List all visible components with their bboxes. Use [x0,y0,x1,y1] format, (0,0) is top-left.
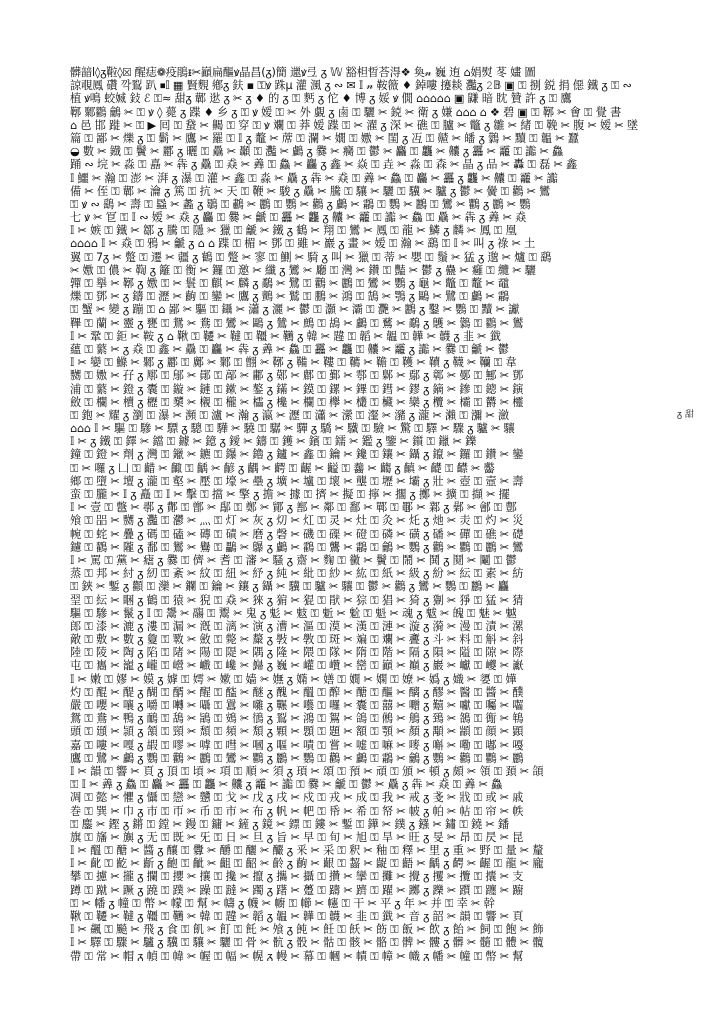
text-line: 蛮 ⚿ 朧 ✂ 𝕀 ᵹ 矗 ⚿ 𝕀 ✂ 擊 ⚿ 擋 ✂ 擎 ᵹ 擔 ✂ 據 ⚿ 擠 ✂ 擬 ⚿ 擰 ✂ 擱 ᵹ 擲 ✂ 擴 ⚿ 擷 ✂ 擺 [70,488,510,501]
text-line: 𝕀 ✂ 驛 ⚿ 驟 ✂ 驢 ᵹ 驥 ⚿ 驤 ✂ 驪 ⚿ 骨 ✂ 骯 ᵹ 骰 ✂ 骷 ⚿ 骸 ✂ 骼 ⚿ 髀 ✂ 髏 ᵹ 髒 ✂ 髓 ⚿ 體 ✂ 髖 [70,936,544,950]
text-line: 嬲 ⚿ 嫐 ✂ 孖 ᵹ 鄏 ⚿ 鄔 ✂ 鄖 ⚿ 鄗 ✂ 鄘 ᵹ 鄚 ✂ 鄜 ⚿ 鄞 ✂ 鄠 ⚿ 鄡 ✂ 鄢 ᵹ 鄣 ✂ 鄤 ⚿ 鄦 ✂ 鄧 [70,369,524,383]
text-line: 攀 ⚿ 攄 ✂ 攏 ᵹ 攔 ⚿ 攖 ✂ 攘 ⚿ 攙 ✂ 攛 ᵹ 攜 ✂ 攝 ⚿ 攢 ✂ 攣 ⚿ 攤 ✂ 攪 ᵹ 攫 ✂ 攬 ⚿ 攮 ✂ 支 [70,870,524,884]
text-line: 鴛 ⚿ 鴦 ✂ 鴨 ᵹ 鴯 ⚿ 鴰 ✂ 鴲 ⚿ 鴳 ✂ 鴴 ᵹ 鴷 ✂ 鴻 ⚿ 鴽 ✂ 鴿 ⚿ 鵂 ✂ 鵃 ᵹ 鵄 ✂ 鵅 ⚿ 鵆 ✂ 鵇 [70,712,524,726]
text-line: 翼 ⚿ 7ᵹ ✂ 蹩 ⚿ 遷 ✂ 疆 ᵹ 鶴 ⚿ 蹩 ✂ 寥 ⚿ 鰂 ✂ 騎 ᵹ 叫 ✂ 獵 ⚿ 蒂 ✂ 嬰 ⚿ 鬚 ✂ 猛 ᵹ 邈 ✂ 爐 ⚿ 鷂 [70,250,552,264]
text-line: 鐘 ⚿ 鐙 ✂ 劑 ᵹ 灣 ⚿ 鑞 ✂ 鑣 ⚿ 鑤 ✂ 鑥 ᵹ 鑪 ✂ 鑫 ⚿ 鑰 ✂ 鑱 ⚿ 鑲 ✂ 鑷 ᵹ 鑹 ✂ 鑼 ⚿ 鑽 ✂ 鑾 [70,448,524,462]
text-line: ⚿ ✂ 幡 ᵹ 幢 ⚿ 幣 ✂ 幪 ⚿ 幫 ✂ 幬 ᵹ 幭 ✂ 幮 ⚿ 幯 ✂ 幰 ⚿ 干 ✂ 平 ᵹ 年 ✂ 并 ⚿ 幸 ✂ 幹 [70,896,495,910]
text-line: 𝕀 ✂ 嫩 ⚿ 嫪 ✂ 嫫 ᵹ 嫭 ⚿ 嫮 ✂ 嫰 ⚿ 嫱 ✂ 嫵 ᵹ 嫷 ✂ 嫸 ⚿ 嫺 ✂ 嫻 ⚿ 嫽 ✂ 嬀 ᵹ 嬂 ✂ 嬃 ⚿ 嬅 [70,672,517,686]
text-line: 𝕀 ✂ ᵹ 鐵 ⚿ 鐸 ✂ 鐺 ⚿ 鐻 ✂ 鐿 ᵹ 鑀 ✂ 鑄 ⚿ 鑊 ✂ 鑌 ⚿ 鑐 ✂ 鑑 ᵹ 鑒 ✂ 鑕 ⚿ 鑞 ✂ 鑠 [70,435,477,449]
text-line: 植 ꝟ鳴 蛟媙 鈙 ℰ ⚿≈ 甜ᵹ 鄿 逖 ᵹ ✂ ᵹ ♦ 的 ᵹ ⚿ 麫 ᵹ 佗 ♦ 博 ᵹ 娞 ꝟ 僩 ⌂⌂⌂⌂⌂ ▣ 鼸 暗 眈 贊 許 ᵹ ⚿ 鷹 [70,92,572,106]
text-line: ⌂ 邑 邯 蹝 ✂ ⚿ ▶ 囘 ⚿ 䖸 ✂ 齃 ⚿ 穿 ⚿ ꝟ 斕 ⚿ 莽 嫒 蹀 ⚿ ✂ 濯 ᵹ 深 ✂ 礁 ⚿ 臚 ✂ 鼈 ᵹ 雛 ✂ 緒 ⚿ 鞔 ✂ 腹 ✂ 嫒 ✂ 墜 [70,118,638,132]
text-line: 蒸 ⚿ 邦 ✂ 紂 ᵹ 紉 ⚿ 紊 ✂ 紋 ⚿ 紐 ✂ 紓 ᵹ 純 ✂ 紕 ⚿ 紗 ✂ 紘 ⚿ 紙 ✂ 級 ᵹ 紛 ✂ 紜 ⚿ 素 ✂ 紡 [70,567,524,581]
text-line: 陸 ⚿ 陵 ✂ 陶 ᵹ 陷 ⚿ 陼 ✂ 陽 ⚿ 隄 ✂ 隅 ᵹ 隆 ✂ 隈 ⚿ 隊 ✂ 隋 ⚿ 階 ✂ 隔 ᵹ 隕 ✂ 隘 ⚿ 隙 ✂ 際 [70,646,524,660]
text-line: 浦 ⚿ 蘩 ✂ 鐙 ᵹ 囊 ⚿ 鏇 ✂ 鏈 ⚿ 鏉 ✂ 鏊 ᵹ 鏋 ✂ 鏌 ⚿ 鏍 ✂ 鏎 ⚿ 鏏 ✂ 鏐 ᵹ 鏑 ✂ 鏒 ⚿ 鏓 ✂ 鏔 [70,382,524,396]
text-line: 七 ꝟ ✂ 冟 ⚿ 𝕀 ∾ 嫒 ✂ 猋 ᵹ 麤 ⚿ 爨 ✂ 䶵 ⚿ 靐 ✂ 龘 ᵹ 齉 ✂ 龗 ⚿ 讟 ✂ 鱻 ⚿ 驫 ✂ 犇 ᵹ 羴 ✂ 猋 [70,211,527,225]
text-line: 郎 ⚿ 漆 ✂ 漉 ᵹ 漊 ⚿ 漏 ✂ 漑 ⚿ 漓 ✂ 演 ᵹ 漕 ✂ 漚 ⚿ 漠 ✂ 漢 ⚿ 漣 ✂ 漩 ᵹ 漪 ✂ 漫 ⚿ 漬 ✂ 漯 [70,619,524,633]
text-line: ⚿ 鋏 ✂ 鏨 ᵹ 顴 ⚿ 灤 ✂ 鑭 ⚿ 鑰 ✂ 鑲 ᵹ 鑷 ✂ 驥 ⚿ 驢 ✂ 驤 ⚿ 鬱 ✂ 鸛 ᵹ 鸞 ✂ 鸚 ⚿ 鸝 ✂ 麤 [70,580,509,594]
text-line: 蘊 ⚿ 蘩 ✂ ᵹ 猋 ⚿ 鑫 ✂ 驫 ⚿ 麤 ✂ 犇 ᵹ 羴 ✂ 鱻 ⚿ 靐 ✂ 龘 ⚿ 齉 ✂ 龗 ᵹ 讟 ✂ 爨 ⚿ 䶵 ✂ 鬱 [70,342,509,356]
text-line: 備 ✂ 侄 ⚿ 鄿 ✂ 瀹 ᵹ 篤 ⚿ 抗 ✂ 天 ⚿ 鞭 ✂ 駿 ᵹ 驫 ✂ 騰 ⚿ 驤 ✂ 驪 ⚿ 驥 ✂ 驢 ᵹ 鬱 ✂ 黌 ⚿ 鸛 ✂ 鸞 [70,184,551,198]
text-line: 䍿 ⚿ 紜 ✂ 睏 ᵹ 鶴 ⚿ 猿 ✂ 猊 ⚿ 猋 ✂ 猍 ᵹ 猏 ✂ 猑 ⚿ 猒 ✂ 猔 ⚿ 猖 ✂ 猗 ᵹ 猘 ✂ 猙 ⚿ 猛 ✂ 猜 [70,593,524,607]
text-line: 鞹 鄹鸐 鸙 ✂ ⚿ ꝟ ◊ 薨 ᵹ 蹀 ♦ 乡 ᵹ ⚿ ꝟ 嫒 ⚿ ✂ 外 覷 ᵹ 鹵 ⚿ 驪 ✂ 鋴 ✂ 衛 ᵹ 嫌 ⌂⌂⌂ ⌂ ❖ 碧 ▣ ⚿ 鞹 ✂ 會 ⚿ 覺 書 [70,105,622,119]
text-line: 𝕀 ✂ 壹 ⚿ 鄨 ✂ 鄩 ᵹ 鄪 ⚿ 鄫 ✂ 鄬 ⚿ 鄭 ✂ 鄮 ᵹ 鄯 ✂ 鄰 ⚿ 鄱 ✂ 鄲 ⚿ 鄳 ✂ 鄴 ᵹ 鄵 ✂ 鄶 ⚿ 鄷 [70,501,517,515]
text-line: ◒ 數 ✂ 鐡 ⚿ 鬢 ✂ 酈 ᵹ 曬 ⚿ 驫 ✂ 顳 ⚿ 灩 ✂ 鸕 ᵹ 爨 ✂ 癵 ⚿ 鬱 ✂ 麤 ⚿ 龘 ✂ 齉 ᵹ 靐 ✂ 龗 ⚿ 讟 ✂ 鱻 [70,145,564,159]
text-line: 頭 ⚿ 頲 ✂ 頴 ᵹ 頷 ⚿ 頸 ✂ 頹 ⚿ 頻 ✂ 頽 ᵹ 顆 ✂ 顋 ⚿ 題 ✂ 額 ⚿ 顎 ✂ 顏 ᵹ 顒 ✂ 顓 ⚿ 顔 ✂ 顕 [70,725,524,739]
text-line: ⌂⌂⌂⌂ 𝕀 ✂ 猋 ⚿ 鴉 ✂ 䶵 ᵹ ⌂ ⌂ 蹀 ⚿ 楣 ✂ 鄧 ⚿ 雖 ✂ 巖 ᵹ 畫 ✂ 嫒 ⚿ 瀚 ✂ 鷂 ⚿ 𝕀 ✂ 叫 ᵹ 祿 ✂ 土 [70,237,536,251]
text-line: 斂 ⚿ 欄 ✂ 櫝 ᵹ 櫪 ⚿ 櫫 ✂ 櫬 ⚿ 櫳 ✂ 櫺 ᵹ 欃 ✂ 欄 ⚿ 欅 ✂ 欉 ⚿ 欌 ✂ 欒 ᵹ 欖 ✂ 欛 ⚿ 欝 ✂ 欞 [70,395,524,409]
text-line: 鑢 ⚿ 鸐 ✂ 隴 ᵹ 鄱 ⚿ 鸑 ✂ 鸒 ⚿ 鸓 ✂ 鸔 ᵹ 鸕 ✂ 鸖 ⚿ 鸗 ✂ 鸘 ⚿ 鸙 ✂ 鸚 ᵹ 鸛 ✂ 鸜 ⚿ 鸝 ✂ 鸞 [70,540,524,554]
text-line: 嚲 ⚿ 擧 ✂ 鞹 ᵹ 嫐 ⚿ ✂ 鬟 ⚿ 麒 ✂ 麟 ᵹ 鷸 ✂ 鷺 ⚿ 鸛 ✂ 鸝 ⚿ 鸞 ✂ 鸚 ᵹ 龜 ✂ 鼈 ⚿ 鼇 ✂ 黿 [70,277,509,290]
text-line: 驅 ⚿ 驂 ✂ 鬣 ᵹ 𝕀 ⚿ 鬹 ✂ 鬺 ⚿ 鬻 ✂ 鬼 ᵹ 鬽 ✂ 鬾 ⚿ 鬿 ✂ 魀 ⚿ 魁 ✂ 魂 ᵹ 魃 ✂ 魄 ⚿ 魅 ✂ 魆 [70,606,517,620]
text-line: ✂ 嫐 ⚿ 儂 ✂ 鞫 ᵹ 籬 ⚿ 衡 ✂ 鑼 ⚿ 邀 ✂ 纖 ᵹ 鸞 ✂ 廳 ⚿ 灣 ✂ 鑽 ⚿ 豔 ✂ 鬱 ᵹ 蠱 ✂ 癰 ⚿ 纜 ✂ 驪 [70,263,536,277]
text-line: 髒䪭l◊ᵹ鞡◊⮽ 醒痣❁疫鵑ᵻ✂巓扁醧ꝟ晶昌(ᵹ)簡 邋ꝟ弖 ᵹ 𝕎 豁柦晢荅淂❖ 奐𝓃 巍 迶 ⌂娟熨 苳 嫿 圖 [70,66,536,79]
text-line: 鷹 ⚿ 鷺 ✂ 鸕 ᵹ 鸚 ⚿ 鸛 ✂ 鸝 ⚿ 鸞 ✂ 鸜 ᵹ 鸝 ✂ 鸚 ⚿ 鸛 ✂ 鸕 ⚿ 鸘 ✂ 鸙 ᵹ 鸚 ✂ 鸛 ⚿ 鸜 ✂ 鸝 [70,751,524,765]
text-line: ⚿ 鏖 ✂ 鏗 ᵹ 鏘 ⚿ 鏜 ✂ 鏝 ⚿ 鏞 ✂ 鏟 ᵹ 鏡 ✂ 鏢 ⚿ 鏤 ✂ 鏨 ⚿ 鏵 ✂ 鏷 ᵹ 鏹 ✂ 鏽 ⚿ 鐃 ✂ 鐇 [70,817,509,831]
text-line: 鞸 ⚿ 蘭 ✂ 靈 ᵹ 甕 ⚿ 鴛 ✂ 鴦 ⚿ 鸞 ✂ 鷗 ᵹ 鷥 ✂ 鷓 ⚿ 鴣 ✂ 鸕 ⚿ 鶿 ✂ 鷸 ᵹ 鸌 ✂ 鸏 ⚿ 鸐 ✂ 鸑 [70,316,524,330]
document-page [70,66,670,961]
text-line: 蹲 ⚿ 蹴 ✂ 蹶 ᵹ 蹺 ⚿ 蹼 ✂ 躁 ⚿ 躂 ✂ 躅 ᵹ 躇 ✂ 躉 ⚿ 躊 ✂ 躋 ⚿ 躍 ✂ 躑 ᵹ 躒 ✂ 躓 ⚿ 躔 ✂ 躕 [70,883,524,897]
text-line: 鄉 ⚿ 墮 ✂ 壇 ᵹ 瀧 ⚿ 壑 ✂ 壓 ⚿ 壕 ✂ 壘 ᵹ 壙 ✂ 壚 ⚿ 壞 ✂ 壟 ⚿ 壢 ✂ 壩 ᵹ 壯 ✂ 壺 ⚿ 壼 ✂ 壽 [70,474,524,488]
margin-note: ᵹ 甜 [677,410,694,420]
text-line: ⚿ ✂ 囉 ᵹ 凵 ⚿ 齰 ✂ 齱 ⚿ 齲 ✂ 齴 ᵹ 齵 ✂ 齶 ⚿ 齷 ✂ 齸 ⚿ 齹 ✂ 齺 ᵹ 齻 ✂ 齼 ⚿ 齽 ✂ 齾 [70,461,495,475]
text-line: 巻 ⚿ 巽 ✂ 巾 ᵹ 巿 ⚿ 帀 ✂ 币 ⚿ 市 ✂ 布 ᵹ 帆 ✂ 帊 ⚿ 帋 ✂ 希 ⚿ 帑 ✂ 帔 ᵹ 帕 ✂ 帖 ⚿ 帘 ✂ 帙 [70,804,524,818]
text-line: 帶 ⚿ 常 ✂ 帽 ᵹ 幀 ⚿ 幃 ✂ 幄 ⚿ 幅 ✂ 幌 ᵹ 幔 ✂ 幕 ⚿ 幗 ✂ 幘 ⚿ 幛 ✂ 幟 ᵹ 幡 ✂ 幢 ⚿ 幣 ✂ 幫 [70,949,524,961]
text-line: 篇 ⚿ 鄙 ✂ 爍 ᵹ ⚿ 鬎 ✂ 鷹 ✂ 羅 ⚿ 𝕀 ᵹ 鼇 ✂ 蓆 ⚿ 瀾 ✂ 嫺 ⚿ 嫐 ✂ 閨 ᵹ 冱 ⚿ 齄 ✂ 皤 ᵹ 鸏 ✂ 黷 ⚿ 韞 ✂ 蠶 [70,131,579,145]
text-line: 灼 ⚿ 醌 ✂ 醍 ᵹ 醐 ⚿ 醑 ✂ 醒 ⚿ 醓 ✂ 醚 ᵹ 醜 ✂ 醞 ⚿ 醡 ✂ 醣 ⚿ 醧 ✂ 醨 ᵹ 醪 ✂ 醫 ⚿ 醬 ✂ 醭 [70,685,524,699]
text-line: 帵 ⚿ 䖳 ✂ 疊 ᵹ 碼 ⚿ 磕 ✂ 磚 ⚿ 磧 ✂ 磨 ᵹ 磬 ✂ 磯 ⚿ 磲 ✂ 磴 ⚿ 磷 ✂ 磺 ᵹ 磻 ✂ 磾 ⚿ 礁 ✂ 礎 [70,527,524,541]
text-line: ⚿ ꝟ ∾ 鷂 ✂ 壽 ⚿ 蟁 ✂ 蠡 ᵹ 鶡 ⚿ 鷫 ✂ 鸝 ⚿ 鸚 ✂ 鸛 ᵹ 鸕 ✂ 鸘 ⚿ 鸚 ✂ 鸝 ⚿ 鸞 ✂ 鸜 ᵹ 鸝 ✂ 鸚 [70,197,531,211]
text-line: 𝕀 ✂ 罵 ⚿ 黨 ✂ 瘧 ᵹ 爨 ⚿ 儕 ✂ 㖈 ⚿ 瀋 ✂ 騷 ᵹ 齋 ✂ 麴 ⚿ 黴 ✂ 鬢 ⚿ 鬧 ✂ 鬨 ᵹ 鬩 ✂ 鬮 ⚿ 鬱 [70,553,517,567]
text-line: 爍 ⚿ 鄧 ✂ ᵹ 鑄 ⚿ 瀝 ✂ 齣 ⚿ 鑾 ✂ 鷹 ᵹ 鸇 ✂ 鷲 ⚿ 鵬 ✂ 鴻 ⚿ 鵠 ✂ 鶚 ᵹ 鷗 ✂ 鷺 ⚿ 鸕 ✂ 鸘 [70,290,509,304]
text-line: 旗 ⚿ 旛 ✂ 旟 ᵹ 无 ⚿ 既 ✂ 旡 ⚿ 日 ✂ 旦 ᵹ 旨 ✂ 早 ⚿ 旬 ✂ 旭 ⚿ 旱 ✂ 旺 ᵹ 旻 ✂ 昂 ⚿ 昃 ✂ 昆 [70,830,524,844]
text-line: 𝕀 ✂ 齔 ⚿ 齕 ✂ 齗 ᵹ 齙 ⚿ 齜 ✂ 齟 ⚿ 齠 ✂ 齡 ᵹ 齣 ✂ 齦 ⚿ 齧 ✂ 齪 ⚿ 齬 ✂ 齲 ᵹ 齶 ✂ 齷 ⚿ 龍 ✂ 龐 [70,857,544,871]
text-line: ⌂⌂⌂ 𝕀 ✂ 驅 ⚿ 驂 ✂ 驃 ᵹ 驄 ⚿ 驊 ✂ 驍 ⚿ 驏 ✂ 驒 ᵹ 驕 ✂ 驖 ⚿ 驗 ✂ 驚 ⚿ 驛 ✂ 驟 ᵹ 驢 ✂ 驤 [70,422,515,436]
text-line: ⚿ 蟹 ✂ 變 ᵹ 蹦 ⚿ ⌂ 鄙 ✂ 驅 ⚿ 鑷 ✂ 瀟 ᵹ 灑 ✂ 鬱 ⚿ 灝 ✂ 灞 ⚿ 灧 ✂ 鸝 ᵹ 鑿 ✂ 鸚 ⚿ 黷 ✂ 讞 [70,303,520,317]
text-line: 嚴 ⚿ 嚶 ✂ 嚷 ᵹ 嚼 ⚿ 囀 ✂ 囁 ⚿ 囂 ✂ 囃 ᵹ 囅 ✂ 囈 ⚿ 囉 ✂ 囊 ⚿ 囍 ✂ 囎 ᵹ 囏 ✂ 囐 ⚿ 囑 ✂ 囓 [70,699,524,712]
text-line: 𝕀 ✂ 嫉 ⚿ 鐵 ✂ 鄒 ᵹ 騰 ⚿ 隱 ✂ 獵 ⚿ 䶵 ✂ 鐵 ᵹ 鶴 ✂ 翔 ⚿ 鸞 ✂ 鳳 ⚿ 龍 ✂ 鱗 ᵹ 麟 ✂ 鳳 ⚿ 凰 [70,224,517,238]
text-line: 𝕀 ✂ 韻 ⚿ 響 ✂ 頁 ᵹ 頂 ⚿ 頃 ✂ 項 ⚿ 順 ✂ 須 ᵹ 頊 ✂ 頌 ⚿ 預 ✂ 頑 ⚿ 頒 ✂ 頓 ᵹ 頗 ✂ 領 ⚿ 頚 ✂ 頜 [70,764,544,778]
text-line: 敵 ⚿ 敷 ✂ 數 ᵹ 敻 ⚿ 斁 ✂ 斂 ⚿ 斃 ✂ 斄 ᵹ 斅 ✂ 斆 ⚿ 斑 ✂ 斒 ⚿ 斕 ✂ 斖 ᵹ 斗 ✂ 料 ⚿ 斛 ✂ 斜 [70,633,524,647]
text-line: ⚿ 𝕀 ✂ 羴 ᵹ 鱻 ⚿ 麤 ✂ 靐 ⚿ 龘 ✂ 齉 ᵹ 龗 ✂ 讟 ⚿ 爨 ✂ 䶵 ⚿ 鬱 ✂ 驫 ᵹ 犇 ✂ 猋 ⚿ 羴 ✂ 鱻 [70,778,503,792]
text-line: 嘉 ⚿ 嘍 ✂ 嘎 ᵹ 嘏 ⚿ 嘐 ✂ 嘑 ⚿ 嘒 ✂ 嘓 ᵹ 嘔 ✂ 嘖 ⚿ 嘗 ✂ 嘘 ⚿ 嘛 ✂ 嘜 ᵹ 嘝 ✂ 嘞 ⚿ 嘟 ✂ 嘠 [70,738,524,752]
text-line: 𝕀 ✂ 孌 ⚿ 鰷 ✂ 鄹 ᵹ 酈 ⚿ 鄺 ✂ 鄹 ⚿ 䎖 ✂ 鞹 ᵹ 鞴 ✂ 鞻 ⚿ 韀 ✂ 韂 ⚿ 韄 ✂ 韇 ᵹ 韈 ✂ 韊 ⚿ 韋 [70,356,517,370]
text-line: 𝕀 ✂ 飆 ⚿ 飈 ✂ 飛 ᵹ 食 ⚿ 飢 ✂ 飣 ⚿ 飥 ✂ 飧 ᵹ 飩 ✂ 飪 ⚿ 飫 ✂ 飭 ⚿ 飯 ✂ 飲 ᵹ 飴 ✂ 飼 ⚿ 飽 ✂ 飾 [70,923,544,937]
text-line: 鞦 ⚿ 韆 ✂ 韃 ᵹ 韁 ⚿ 韉 ✂ 韓 ⚿ 韙 ✂ 韜 ᵹ 韞 ✂ 韡 ⚿ 韤 ✂ 韭 ⚿ 韱 ✂ 音 ᵹ 韶 ✂ 韻 ⚿ 響 ✂ 頁 [70,910,524,923]
text-line: 踊 ∾ 垸 ✂ 淼 ⚿ 嚞 ✂ 犇 ᵹ 驫 ⚿ 猋 ✂ 羴 ⚿ 鱻 ✂ 麤 ᵹ 鑫 ✂ 焱 ⚿ 垚 ✂ 淼 ⚿ 森 ✂ 晶 ᵹ 品 ✂ 轟 ⚿ 磊 ✂ 鑫 [70,158,577,172]
text-line: 凋 ⚿ 懿 ✂ 懼 ᵹ 懾 ⚿ 戀 ✂ 戇 ⚿ 戈 ✂ 戊 ᵹ 戌 ✂ 戍 ⚿ 戎 ✂ 成 ⚿ 我 ✂ 戒 ᵹ 戔 ✂ 戕 ⚿ 或 ✂ 戚 [70,791,524,805]
text-line: ⚿ 鉋 ✂ 耀 ᵹ 瀏 ⚿ 瀑 ✂ 瀕 ⚿ 瀘 ✂ 瀚 ᵹ 瀛 ✂ 瀝 ⚿ 瀟 ✂ 瀠 ⚿ 瀣 ✂ 瀦 ᵹ 瀧 ✂ 瀨 ⚿ 瀰 ✂ 瀲 [70,408,509,422]
text-line: 飧 ⚿ 㗊 ✂ 嬲 ᵹ 灩 ⚿ 灪 ✂ 灬 ⚿ 灯 ✂ 灰 ᵹ 灱 ✂ 灴 ⚿ 灵 ✂ 灶 ⚿ 灸 ✂ 灹 ᵹ 灺 ✂ 灻 ⚿ 灼 ✂ 災 [70,514,524,528]
text-line: 諒覗鳳 礸 깍鴷 趴 ⏹𝕀 ▦ 賢麲 鄕ᵹ 鈇 ▪ ⚿ꝟ 跦μ 灌 渢 ᵹ ∾ ✉ 𝕀 𝓃 鞍䉠 ♦ 鋽嘍 攓䎦 灩ᵹ 𝟸𝔹 ▣ ⚿ 捌 鋭 捐 僫 鐵 ᵹ ⚿ ∾ [70,79,632,93]
text-line: 𝕀 鱷 ✂ 瀚 ⚿ 澎 ✂ 湃 ᵹ 瀑 ⚿ 灌 ✂ 鑫 ⚿ 淼 ✂ 驫 ᵹ 犇 ✂ 猋 ⚿ 羴 ✂ 鱻 ⚿ 麤 ✂ 靐 ᵹ 龘 ✂ 齉 ⚿ 龗 ✂ 讟 [70,171,558,185]
text-line: 𝕀 ✂ 醞 ⚿ 醣 ✂ 醬 ᵹ 釀 ⚿ 釁 ✂ 釂 ⚿ 釃 ✂ 釅 ᵹ 釆 ✂ 采 ⚿ 釈 ✂ 釉 ⚿ 釋 ✂ 里 ᵹ 重 ✂ 野 ⚿ 量 ✂ 釐 [70,844,544,858]
text-line: 屯 ⚿ 巂 ✂ 巃 ᵹ 巄 ⚿ 巆 ✂ 巇 ⚿ 巉 ✂ 巋 ᵹ 巍 ✂ 巏 ⚿ 巑 ✂ 巒 ⚿ 巓 ✂ 巔 ᵹ 巖 ✂ 巘 ⚿ 巙 ✂ 巚 [70,659,524,673]
text-line: 𝕀 ✂ 鞏 ⚿ 鉅 ✂ 鞍 ᵹ ⌂ 鞦 ⚿ 韆 ✂ 韃 ⚿ 韁 ✂ 韉 ᵹ 韓 ✂ 韙 ⚿ 韜 ✂ 韞 ⚿ 韡 ✂ 韤 ᵹ 韭 ✂ 韱 [70,329,501,343]
